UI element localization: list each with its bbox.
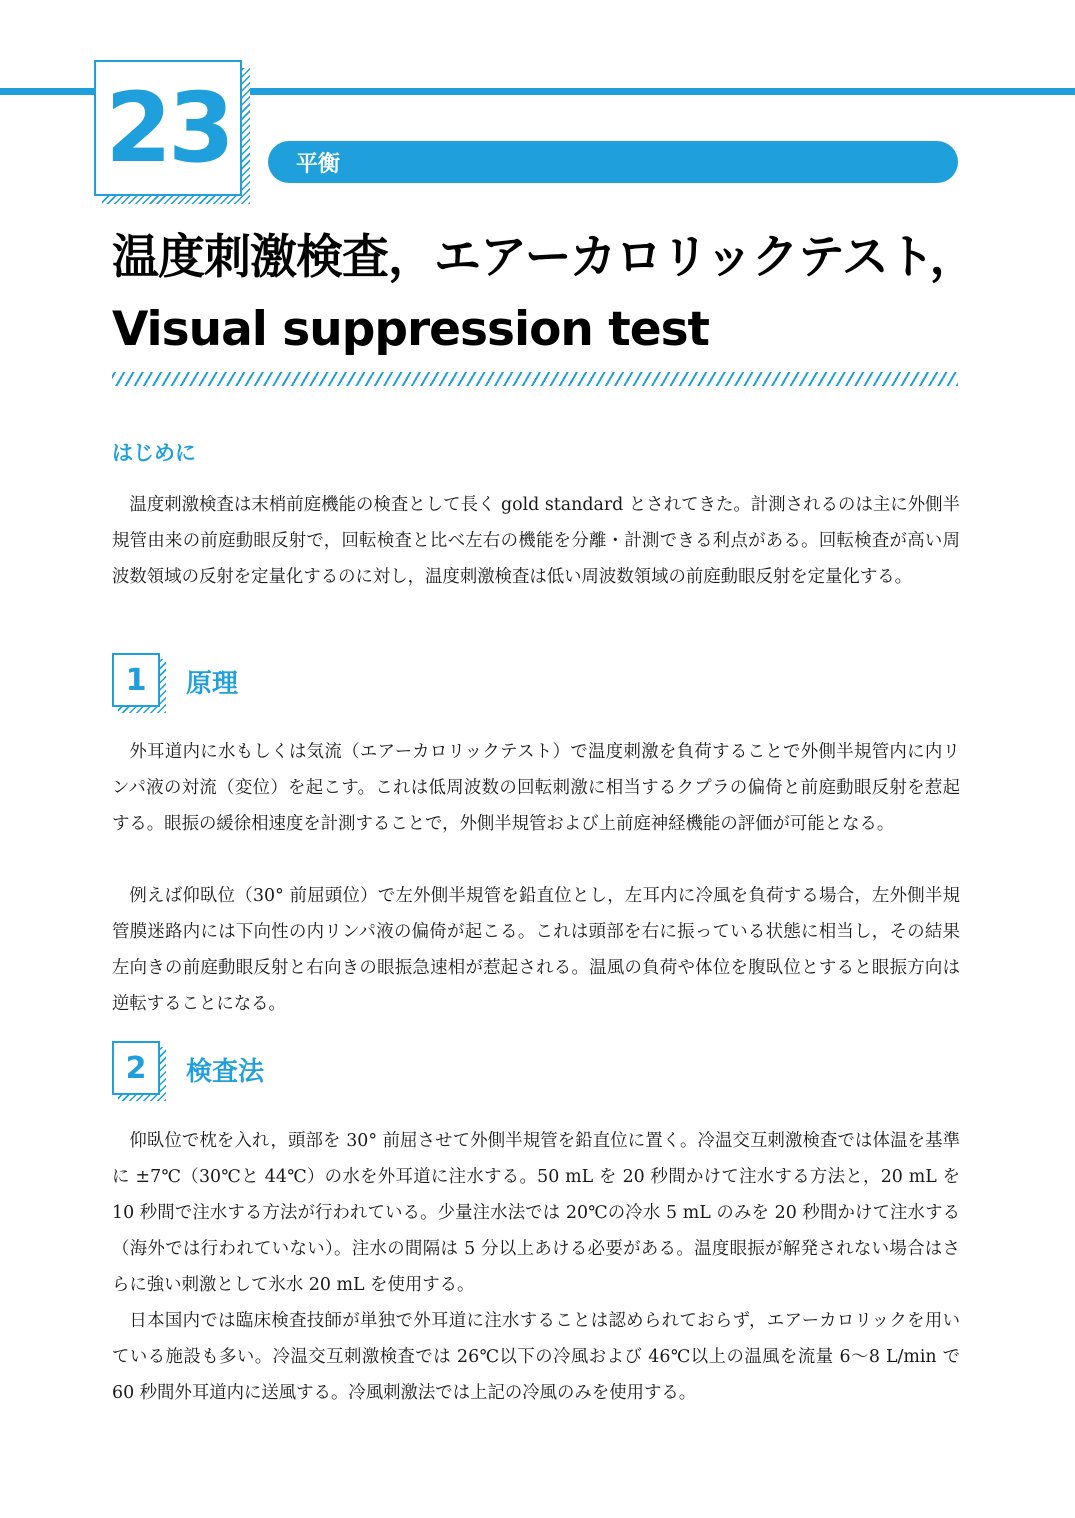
section-2-paragraph-1: 仰臥位で枕を入れ，頭部を 30° 前屈させて外側半規管を鉛直位に置く。冷温交互刺激検査では体温を基準に ±7℃（30℃と 44℃）の水を外耳道に注水する。50 mL を 20 秒間かけて注水する方法と，20 mL を 10 秒間で注水する方法が行われている。少量注水法では 20℃の冷水 5 mL のみを 20 秒間かけて注水する（海外では行われていない）。注水の間隔は 5 分以上あける必要がある。温度眼振が解発されない場合はさらに強い刺激として氷水 20 mL を使用する。: [112, 1131, 960, 1295]
section-2-paragraph-2: 日本国内では臨床検査技師が単独で外耳道に注水することは認められておらず，エアーカロリックを用いている施設も多い。冷温交互刺激検査では 26℃以下の冷風および 46℃以上の温風を流量 6～8 L/min で 60 秒間外耳道内に送風する。冷風刺激法では上記の冷風のみを使用する。: [112, 1311, 960, 1403]
intro-paragraph: 温度刺激検査は末梢前庭機能の検査として長く gold standard とされてきた。計測されるのは主に外側半規管由来の前庭動眼反射で，回転検査と比べ左右の機能を分離・計測できる利点がある。回転検査が高い周波数領域の反射を定量化するのに対し，温度刺激検査は低い周波数領域の前庭動眼反射を定量化する。: [112, 495, 960, 587]
section-2-number: 2: [125, 1050, 147, 1086]
section-1-title: 原理: [186, 669, 239, 699]
section-2-number-box: [112, 1041, 160, 1095]
chapter-number: 23: [105, 72, 231, 184]
chapter-number-box: [94, 60, 242, 196]
section-1-paragraph-2: 例えば仰臥位（30° 前屈頭位）で左外側半規管を鉛直位とし，左耳内に冷風を負荷する場合，左外側半規管膜迷路内には下向性の内リンパ液の偏倚が起こる。これは頭部を右に振っている状態に相当し，その結果左向きの前庭動眼反射と右向きの眼振急速相が惹起される。温風の負荷や体位を腹臥位とすると眼振方向は逆転することになる。: [112, 886, 960, 1014]
intro-heading: はじめに: [112, 441, 196, 465]
category-banner: [268, 141, 958, 183]
title-line-2: Visual suppression test: [112, 302, 710, 357]
category-label: 平衡: [296, 151, 341, 177]
page-title: [112, 222, 976, 366]
section-1-number-box: [112, 653, 160, 707]
section-2-title: 検査法: [186, 1057, 265, 1087]
section-1-paragraph-1: 外耳道内に水もしくは気流（エアーカロリックテスト）で温度刺激を負荷することで外側半規管内に内リンパ液の対流（変位）を起こす。これは低周波数の回転刺激に相当するクプラの偏倚と前庭動眼反射を惹起する。眼振の緩徐相速度を計測することで，外側半規管および上前庭神経機能の評価が可能となる。: [112, 742, 960, 834]
title-hatch-rule: [112, 372, 958, 386]
title-line-1: 温度刺激検査，エアーカロリックテスト，: [112, 230, 976, 285]
section-1-number: 1: [125, 662, 147, 698]
